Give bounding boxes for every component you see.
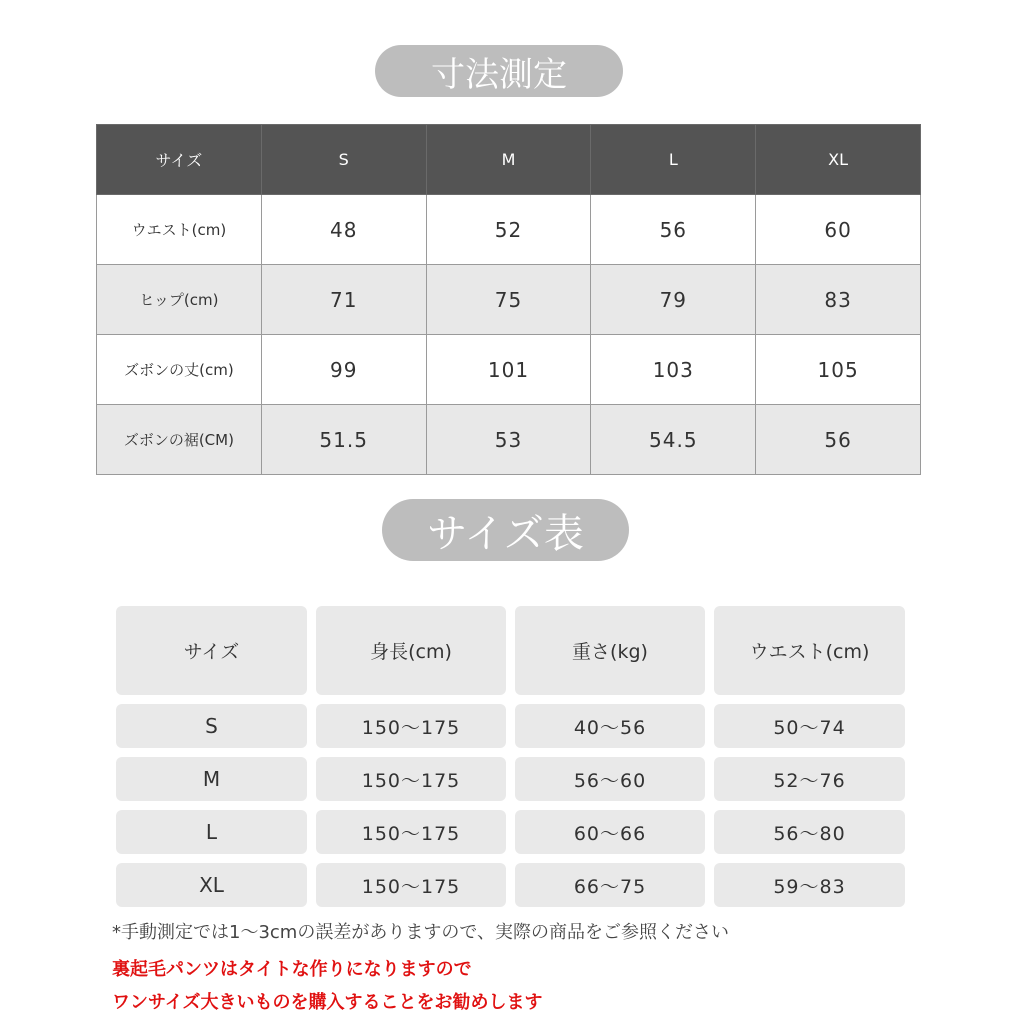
header-cell-l: L (591, 125, 756, 195)
table-cell: 56 (591, 195, 756, 265)
table-row-hip (97, 265, 921, 335)
table-cell: 103 (591, 335, 756, 405)
sizing-warning-line2: ワンサイズ大きいものを購入することをお勧めします (112, 992, 543, 1013)
size-chart-cell: 56〜60 (515, 757, 705, 801)
size-chart-header-waist: ウエスト(cm) (714, 606, 905, 695)
table-cell: 56 (756, 405, 921, 475)
table-cell: 60 (756, 195, 921, 265)
sizing-warning-line1: 裏起毛パンツはタイトな作りになりますので (112, 959, 472, 980)
size-chart-cell: 150〜175 (316, 757, 506, 801)
row-label-hip: ヒップ(cm) (97, 265, 262, 335)
header-cell-s: S (261, 125, 426, 195)
table-cell: 53 (426, 405, 591, 475)
table-cell: 48 (261, 195, 426, 265)
size-chart-cell: 60〜66 (515, 810, 705, 854)
header-cell-size: サイズ (97, 125, 262, 195)
table-cell: 105 (756, 335, 921, 405)
size-chart-cell: 150〜175 (316, 810, 506, 854)
size-chart-header-weight: 重さ(kg) (515, 606, 705, 695)
measurement-title: 寸法測定 (375, 45, 623, 97)
size-chart-cell: 52〜76 (714, 757, 905, 801)
size-chart-size-cell: XL (116, 863, 307, 907)
table-cell: 51.5 (261, 405, 426, 475)
size-chart-cell: 59〜83 (714, 863, 905, 907)
table-cell: 79 (591, 265, 756, 335)
size-chart-size-cell: L (116, 810, 307, 854)
row-label-waist: ウエスト(cm) (97, 195, 262, 265)
measurement-header-row (97, 125, 921, 195)
size-chart-cell: 150〜175 (316, 704, 506, 748)
table-row-length (97, 335, 921, 405)
size-chart-header-size: サイズ (116, 606, 307, 695)
table-cell: 52 (426, 195, 591, 265)
table-cell: 83 (756, 265, 921, 335)
size-chart-size-cell: M (116, 757, 307, 801)
header-cell-xl: XL (756, 125, 921, 195)
table-row-hem (97, 405, 921, 475)
table-cell: 99 (261, 335, 426, 405)
row-label-length: ズボンの丈(cm) (97, 335, 262, 405)
measurement-disclaimer: *手動測定では1〜3cmの誤差がありますので、実際の商品をご参照ください (112, 922, 729, 943)
measurement-table (96, 124, 921, 475)
size-chart-cell: 56〜80 (714, 810, 905, 854)
size-chart-cell: 50〜74 (714, 704, 905, 748)
table-cell: 101 (426, 335, 591, 405)
table-cell: 54.5 (591, 405, 756, 475)
header-cell-m: M (426, 125, 591, 195)
size-chart-size-cell: S (116, 704, 307, 748)
size-chart-cell: 66〜75 (515, 863, 705, 907)
table-cell: 75 (426, 265, 591, 335)
table-row-waist (97, 195, 921, 265)
size-chart-header-height: 身長(cm) (316, 606, 506, 695)
size-chart-cell: 40〜56 (515, 704, 705, 748)
size-chart-cell: 150〜175 (316, 863, 506, 907)
size-chart-title: サイズ表 (382, 499, 629, 561)
row-label-hem: ズボンの裾(CM) (97, 405, 262, 475)
table-cell: 71 (261, 265, 426, 335)
